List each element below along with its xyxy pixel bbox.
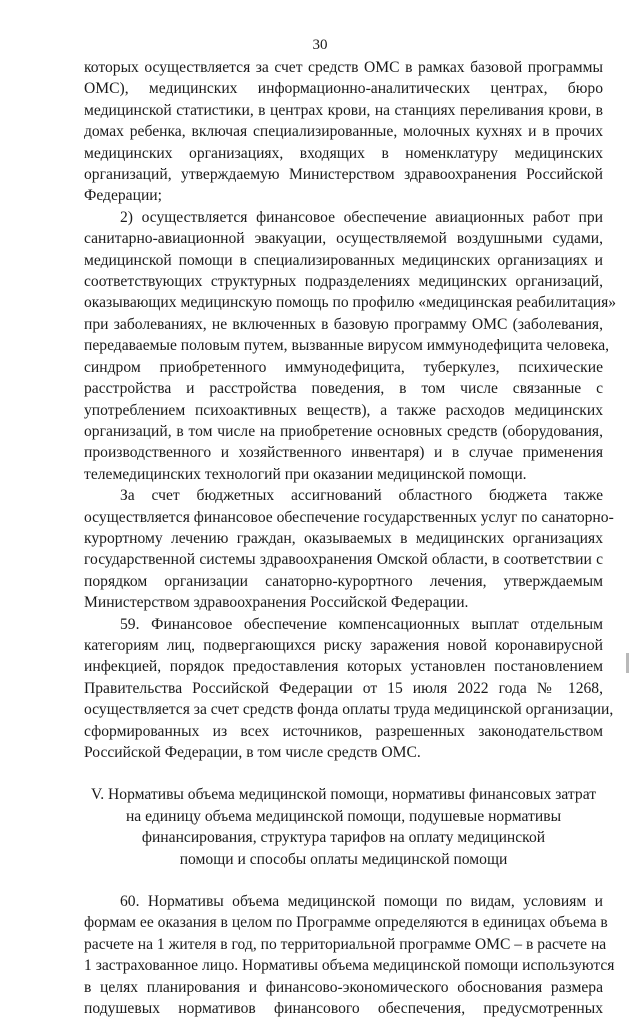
text-line: расстройства и расстройства поведения, в том числе связанные с <box>84 380 603 398</box>
text-line: 60. Нормативы объема медицинской помощи по видам, условиям и <box>120 893 603 911</box>
text-line: 1 застрахованное лицо. Нормативы объема медицинской помощи используются <box>84 957 615 975</box>
text-line: инфекцией, порядок предоставления которых установлен постановлением <box>84 658 603 676</box>
text-line: подушевых нормативов финансового обеспечения, предусмотренных <box>84 1000 603 1018</box>
paragraph-item-59 <box>84 614 614 764</box>
text-line: телемедицинских технологий при оказании медицинской помощи. <box>84 465 527 483</box>
heading-line: помощи и способы оплаты медицинской помощи <box>179 850 508 868</box>
text-line: Министерством здравоохранения Российской Федерации. <box>84 594 469 612</box>
spacer <box>84 763 603 784</box>
text-line: 59. Финансовое обеспечение компенсационных выплат отдельным <box>120 615 603 633</box>
text-line: осуществляется за счет средств фонда оплаты труда медицинской организации, <box>84 701 614 719</box>
text-line: организаций, утверждаемую Министерством здравоохранения Российской <box>84 166 603 184</box>
text-line: передаваемые половым путем, вызванные вирусом иммунодефицита человека, <box>84 337 610 355</box>
heading-line: на единицу объема медицинской помощи, подушевые нормативы <box>125 807 562 825</box>
text-line: За счет бюджетных ассигнований областного бюджета также <box>120 487 603 505</box>
text-line: употреблением психоактивных веществ), а также расходов медицинских <box>84 401 603 419</box>
section-heading <box>84 784 603 870</box>
text-line: Федерации; <box>84 187 162 205</box>
text-line: медицинской статистики, в центрах крови, на станциях переливания крови, в <box>84 101 603 119</box>
text-line: Российской Федерации, в том числе средств ОМС. <box>84 744 421 761</box>
heading-line: финансирования, структура тарифов на оплату медицинской <box>141 829 546 847</box>
text-line: домах ребенка, включая специализированные, молочных кухнях и в прочих <box>84 123 603 141</box>
text-line: организаций, в том числе на приобретение основных средств (оборудования, <box>84 422 603 440</box>
text-line: которых осуществляется за счет средств ОМС в рамках базовой программы <box>84 59 603 76</box>
paragraph-item-60 <box>84 891 615 1019</box>
scan-margin-mark <box>626 653 629 673</box>
text-line: формам ее оказания в целом по Программе определяются в единицах объема в <box>84 914 608 932</box>
paragraph-omc-facilities <box>84 57 603 207</box>
text-line: осуществляется финансовое обеспечение государственных услуг по санаторно- <box>84 508 614 526</box>
text-line: категориям лиц, подвергающихся риску заражения новой коронавирусной <box>84 636 603 654</box>
text-line: при заболеваниях, не включенных в базовую программу ОМС (заболевания, <box>84 315 603 333</box>
text-line: ОМС), медицинских информационно-аналитических центрах, бюро <box>84 80 603 98</box>
paragraph-item-2 <box>84 207 617 485</box>
document-body <box>84 57 617 1019</box>
text-line: медицинских организациях, входящих в номенклатуру медицинских <box>84 144 603 162</box>
text-line: государственной системы здравоохранения Омской области, в соответствии с <box>84 551 603 569</box>
spacer <box>84 870 603 891</box>
text-line: 2) осуществляется финансовое обеспечение авиационных работ при <box>120 208 603 226</box>
text-line: в целях планирования и финансово-экономического обоснования размера <box>84 978 603 996</box>
text-line: курортному лечению граждан, оказываемых в медицинских организациях <box>84 529 603 547</box>
text-line: оказывающих медицинскую помощь по профилю «медицинская реабилитация» <box>84 294 617 312</box>
text-line: синдром приобретенного иммунодефицита, туберкулез, психические <box>84 358 603 376</box>
text-line: расчете на 1 жителя в год, по территориальной программе ОМС – в расчете на <box>84 935 607 953</box>
text-line: соответствующих структурных подразделениях медицинских организаций, <box>84 273 603 291</box>
text-line: санитарно-авиационной эвакуации, осуществляемой воздушными судами, <box>84 230 603 248</box>
page-number: 30 <box>312 37 328 53</box>
heading-line: V. Нормативы объема медицинской помощи, нормативы финансовых затрат <box>90 786 597 804</box>
text-line: сформированных из всех источников, разрешенных законодательством <box>84 722 603 740</box>
text-line: медицинской помощи в специализированных медицинских организациях и <box>84 251 603 269</box>
text-line: производственного и хозяйственного инвентаря) и в случае применения <box>84 444 603 462</box>
text-line: Правительства Российской Федерации от 15 июля 2022 года № 1268, <box>84 679 603 697</box>
text-line: порядком организации санаторно-курортного лечения, утверждаемым <box>84 572 603 590</box>
paragraph-regional-budget <box>84 485 614 613</box>
